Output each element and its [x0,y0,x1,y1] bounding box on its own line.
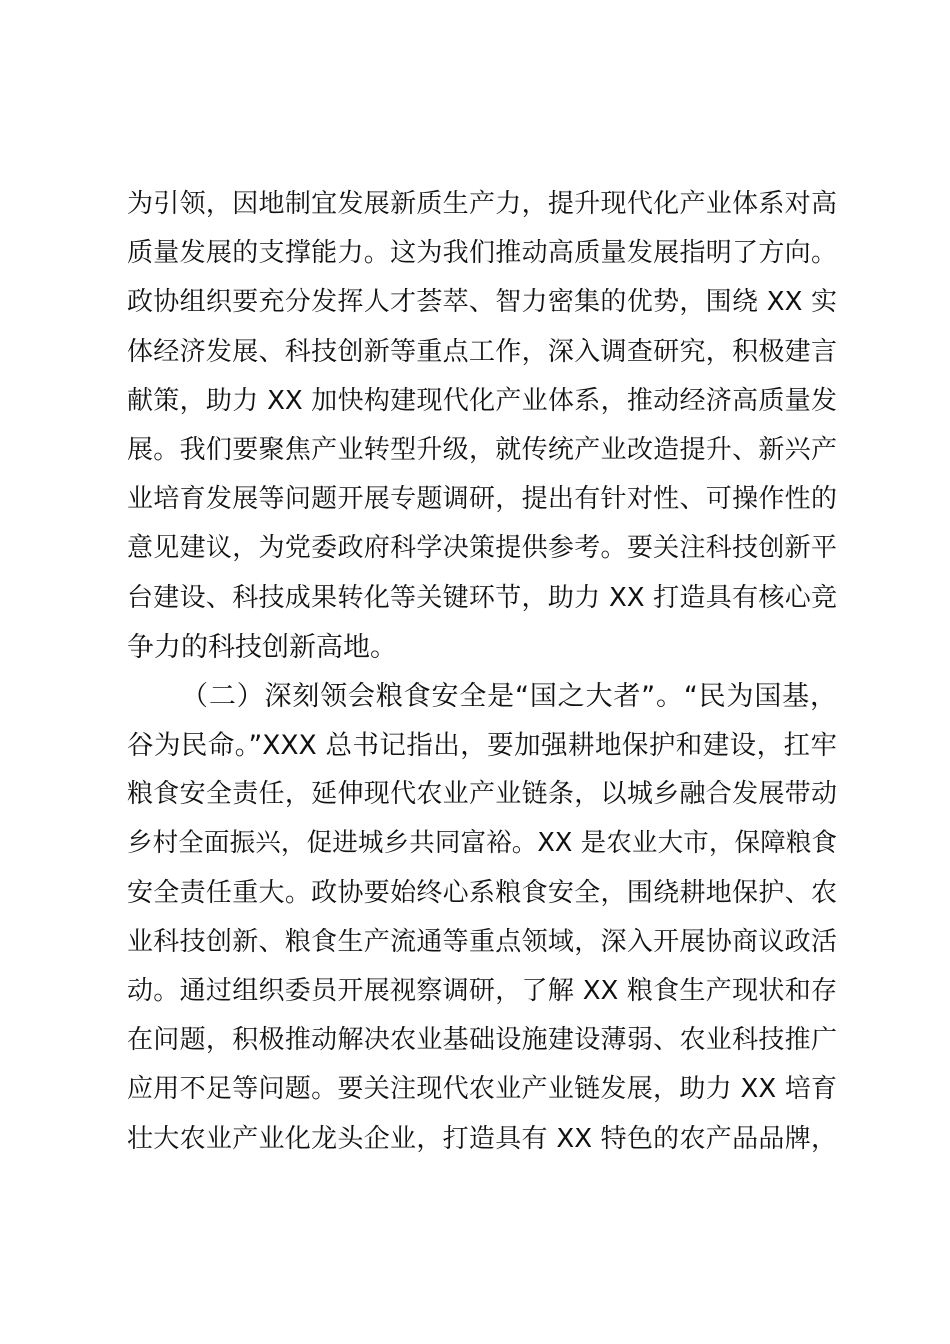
section-heading-line: （二）深刻领会粮食安全是“国之大者”。“民为国基， [181,680,837,712]
text-line: 应用不足等问题。要关注现代农业产业链发展，助力 XX 培育 [127,1074,837,1105]
text-line: 展。我们要聚焦产业转型升级，就传统产业改造提升、新兴产 [127,434,837,465]
text-line: 谷为民命。”XXX 总书记指出，要加强耕地保护和建设，扛牢 [127,730,837,762]
text-line: 动。通过组织委员开展视察调研，了解 XX 粮食生产现状和存 [127,976,837,1006]
text-line: 体经济发展、科技创新等重点工作，深入调查研究，积极建言 [127,336,837,367]
text-line: 乡村全面振兴，促进城乡共同富裕。XX 是农业大市，保障粮食 [127,828,837,859]
text-line: 壮大农业产业化龙头企业，打造具有 XX 特色的农产品品牌， [127,1123,837,1154]
text-line: 业科技创新、粮食生产流通等重点领域，深入开展协商议政活 [127,926,837,957]
document-body [127,180,837,1164]
text-line: 质量发展的支撑能力。这为我们推动高质量发展指明了方向。 [127,238,837,269]
text-line: 政协组织要充分发挥人才荟萃、智力密集的优势，围绕 XX 实 [127,287,837,318]
text-line: 为引领，因地制宜发展新质生产力，提升现代化产业体系对高 [127,189,837,219]
text-line: 粮食安全责任，延伸现代农业产业链条，以城乡融合发展带动 [127,779,837,810]
text-line: 献策，助力 XX 加快构建现代化产业体系，推动经济高质量发 [127,385,837,416]
paragraph-1 [127,180,837,672]
text-line: 意见建议，为党委政府科学决策提供参考。要关注科技创新平 [127,533,837,564]
text-line: 台建设、科技成果转化等关键环节，助力 XX 打造具有核心竞 [127,582,837,613]
text-line: 争力的科技创新高地。 [127,631,397,663]
text-line: 在问题，积极推动解决农业基础设施建设薄弱、农业科技推广 [127,1025,837,1056]
text-line: 安全责任重大。政协要始终心系粮食安全，围绕耕地保护、农 [127,877,837,908]
paragraph-2 [127,672,837,1164]
text-line: 业培育发展等问题开展专题调研，提出有针对性、可操作性的 [127,484,837,515]
